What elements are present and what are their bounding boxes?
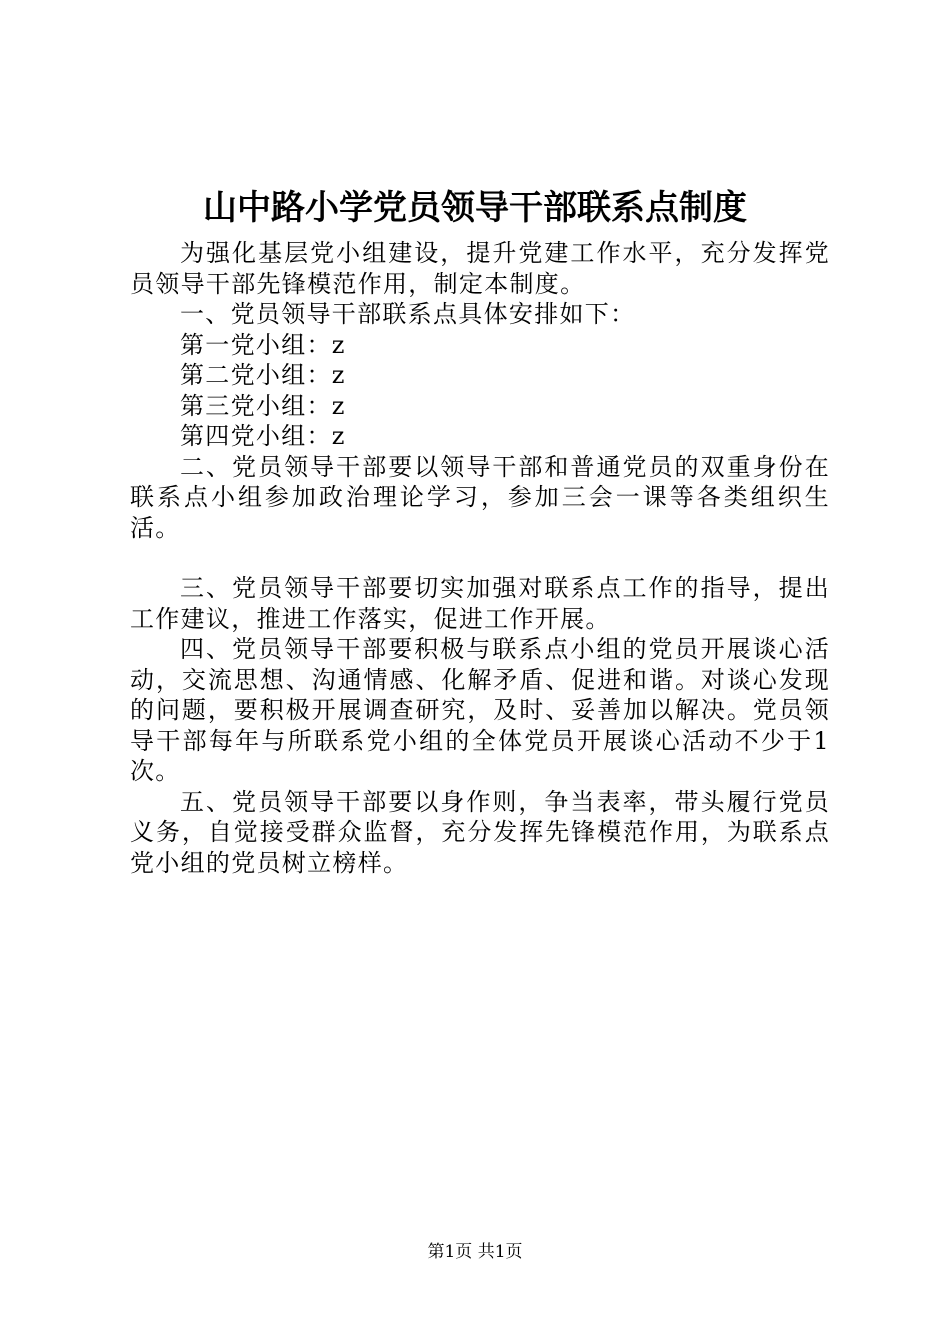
section-4-paragraph: 四、党员领导干部要积极与联系点小组的党员开展谈心活动，交流思想、沟通情感、化解矛盾、促进和谐。对谈心发现的问题，要积极开展调查研究，及时、妥善加以解决。党员领导干部每年与所联系党小组的全体党员开展谈心活动不少于1次。	[130, 635, 830, 785]
group-line-3: 第三党小组：z	[180, 391, 346, 420]
document-body	[130, 238, 830, 878]
page-footer: 第1页 共1页	[427, 1242, 523, 1262]
section-3-paragraph: 三、党员领导干部要切实加强对联系点工作的指导，提出工作建议，推进工作落实，促进工作开展。	[130, 574, 830, 633]
group-line-4: 第四党小组：z	[180, 422, 346, 450]
section-1-heading: 一、党员领导干部联系点具体安排如下：	[180, 300, 636, 328]
document-title: 山中路小学党员领导干部联系点制度	[203, 188, 747, 228]
group-line-1: 第一党小组：z	[180, 330, 346, 359]
section-2-paragraph: 二、党员领导干部要以领导干部和普通党员的双重身份在联系点小组参加政治理论学习，参加三会一课等各类组织生活。	[130, 452, 830, 542]
intro-paragraph: 为强化基层党小组建设，提升党建工作水平，充分发挥党员领导干部先锋模范作用，制定本制度。	[130, 239, 830, 298]
section-5-paragraph: 五、党员领导干部要以身作则，争当表率，带头履行党员义务，自觉接受群众监督，充分发挥先锋模范作用，为联系点党小组的党员树立榜样。	[130, 787, 830, 877]
group-line-2: 第二党小组：z	[180, 361, 346, 389]
